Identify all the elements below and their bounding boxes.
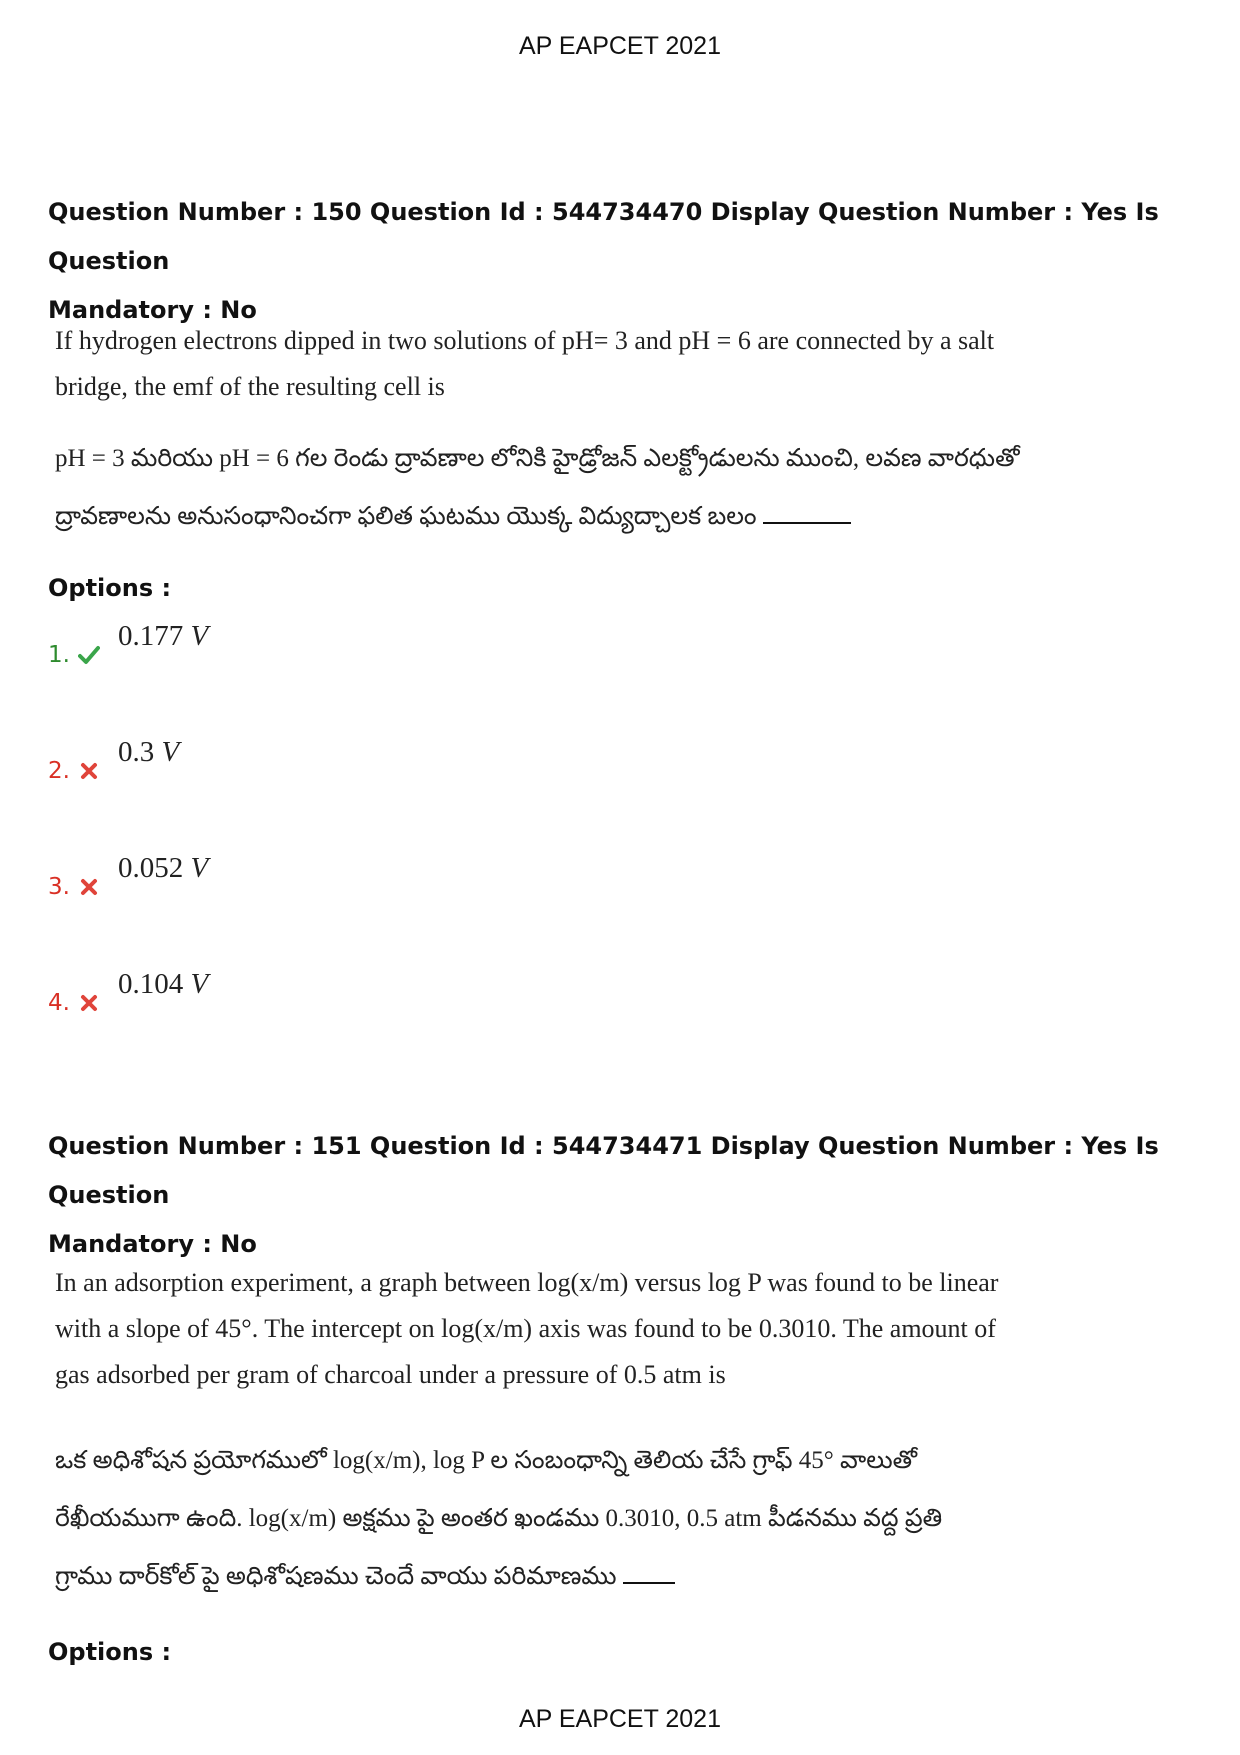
option-1 (48, 620, 448, 680)
cross-icon (78, 992, 100, 1014)
running-header: AP EAPCET 2021 (519, 32, 721, 60)
question-text-telugu (55, 1432, 942, 1606)
question-line: ఒక అధిశోషన ప్రయోగములో log(x/m), log P ల సంబంధాన్ని తెలియ చేసే గ్రాఫ్ 45° వాలుతో (55, 1447, 918, 1474)
question-line: In an adsorption experiment, a graph between log(x/m) versus log P was found to be linear (55, 1268, 999, 1297)
question-line: with a slope of 45°. The intercept on log(x/m) axis was found to be 0.3010. The amount of (55, 1314, 996, 1343)
option-value: 0.052 V (118, 852, 209, 884)
question-line: gas adsorbed per gram of charcoal under a pressure of 0.5 atm is (55, 1360, 726, 1389)
answer-blank (763, 504, 851, 524)
question-meta-line: Question Number : 150 Question Id : 544734470 Display Question Number : Yes Is Question (48, 198, 1159, 275)
option-value: 0.177 V (118, 620, 209, 652)
option-number: 3. (48, 874, 70, 900)
question-text-english (55, 318, 994, 410)
option-2 (48, 736, 448, 796)
question-meta (48, 188, 1198, 335)
option-number: 1. (48, 642, 70, 668)
question-line: రేఖీయముగా ఉంది. log(x/m) అక్షము పై అంతర ఖండము 0.3010, 0.5 atm పీడనము వద్ద ప్రతి (55, 1505, 943, 1532)
cross-icon (78, 876, 100, 898)
question-text-english (55, 1260, 998, 1398)
option-value: 0.104 V (118, 968, 209, 1000)
option-number: 2. (48, 758, 70, 784)
question-meta-line: Question Number : 151 Question Id : 544734471 Display Question Number : Yes Is Question (48, 1132, 1159, 1209)
option-4 (48, 968, 448, 1028)
running-footer: AP EAPCET 2021 (519, 1705, 721, 1733)
option-3 (48, 852, 448, 912)
answer-blank (623, 1564, 675, 1584)
options-label: Options : (48, 1638, 172, 1666)
option-value: 0.3 V (118, 736, 180, 768)
cross-icon (78, 760, 100, 782)
question-line: గ్రాము దార్‌కోల్ పై అధిశోషణము చెందే వాయు పరిమాణము (55, 1548, 942, 1606)
question-meta-line: Mandatory : No (48, 296, 257, 324)
question-line: pH = 3 మరియు pH = 6 గల రెండు ద్రావణాల లోనికి హైడ్రోజన్ ఎలక్ట్రోడులను ముంచి, లవణ వారధుతో (55, 445, 1020, 472)
check-icon (78, 644, 100, 666)
question-line: bridge, the emf of the resulting cell is (55, 372, 445, 401)
question-text-telugu (55, 430, 1020, 546)
options-label: Options : (48, 574, 172, 602)
question-meta (48, 1122, 1198, 1269)
question-line: If hydrogen electrons dipped in two solutions of pH= 3 and pH = 6 are connected by a salt (55, 326, 995, 355)
option-number: 4. (48, 990, 70, 1016)
question-meta-line: Mandatory : No (48, 1230, 257, 1258)
question-line: ద్రావణాలను అనుసంధానించగా ఫలిత ఘటము యొక్క విద్యుద్చాలక బలం (55, 488, 1020, 546)
